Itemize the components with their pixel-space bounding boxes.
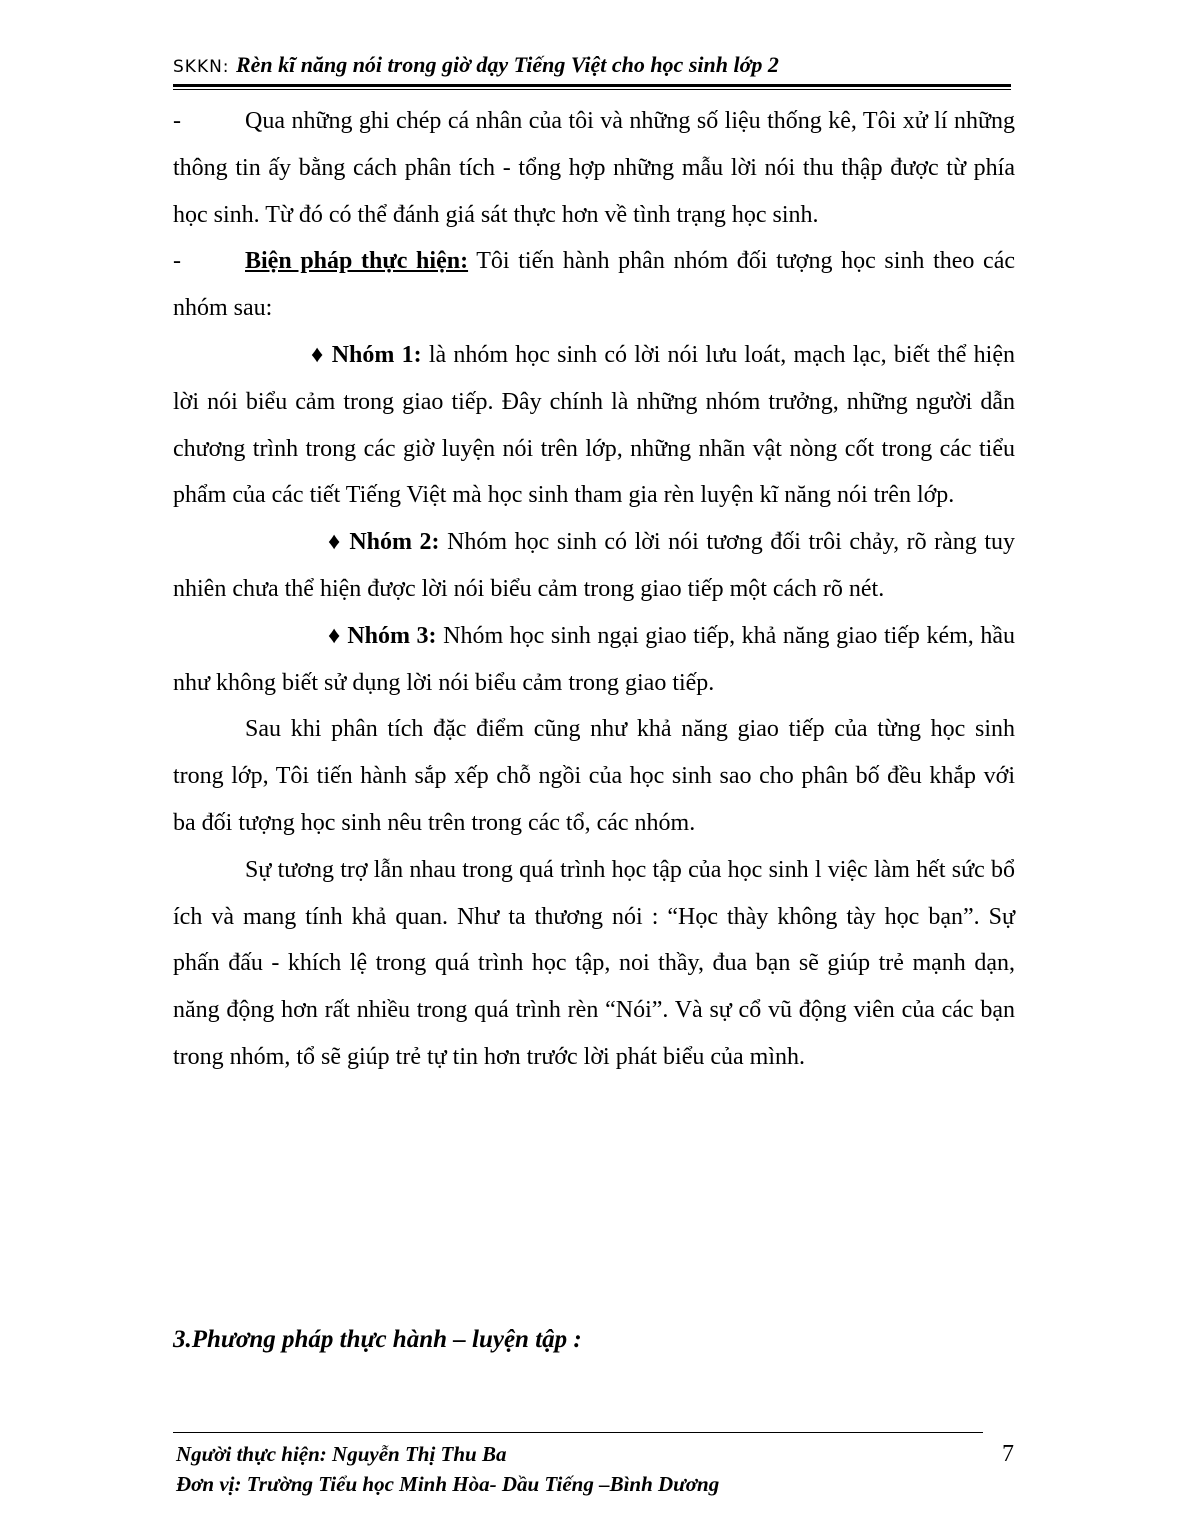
group-3-item bbox=[173, 613, 1015, 707]
paragraph-measures bbox=[173, 238, 1015, 332]
group-3-label: ♦ Nhóm 3: bbox=[328, 622, 437, 649]
document-body bbox=[173, 98, 1015, 1081]
group-2-item bbox=[173, 519, 1015, 613]
group-1-text: là nhóm học sinh có lời nói lưu loát, mạch lạc, biết thể hiện lời nói biểu cảm trong giao tiếp. Đây chính là những nhóm trưởng, những người dẫn chương trình trong các giờ luyện nói trên lớp, những nhãn vật nòng cốt trong các tiểu phẩm của các tiết Tiếng Việt mà học sinh tham gia rèn luyện kĩ năng nói trên lớp. bbox=[173, 341, 1015, 509]
paragraph-seating: Sau khi phân tích đặc điểm cũng như khả năng giao tiếp của từng học sinh trong lớp, Tôi tiến hành sắp xếp chỗ ngồi của học sinh sao cho phân bố đều khắp với ba đối tượng học sinh nêu trên trong các tổ, các nhóm. bbox=[173, 716, 1015, 836]
group-2-label: ♦ Nhóm 2: bbox=[328, 529, 440, 556]
page-header bbox=[173, 50, 993, 82]
measures-label: Biện pháp thực hiện: bbox=[245, 248, 469, 275]
group-3-text: Nhóm học sinh ngại giao tiếp, khả năng giao tiếp kém, hầu như không biết sử dụng lời nói biểu cảm trong giao tiếp. bbox=[173, 622, 1015, 696]
group-1-item bbox=[173, 332, 1015, 519]
list-dash: - bbox=[173, 108, 181, 134]
section-heading: 3.Phương pháp thực hành – luyện tập : bbox=[173, 1326, 582, 1353]
header-double-rule bbox=[173, 84, 1011, 90]
list-dash: - bbox=[173, 248, 181, 275]
header-prefix: SKKN: bbox=[173, 57, 236, 77]
footer-rule bbox=[173, 1432, 983, 1433]
footer-author: Người thực hiện: Nguyễn Thị Thu Ba bbox=[176, 1442, 507, 1466]
paragraph-peer-support: Sự tương trợ lẫn nhau trong quá trình học tập của học sinh l việc làm hết sức bổ ích và mang tính khả quan. Như ta thương nói : “Học thày không tày học bạn”. Sự phấn đấu - khích lệ trong quá trình học tập, noi thầy, đua bạn sẽ giúp trẻ mạnh dạn, năng động hơn rất nhiều trong quá trình rèn “Nói”. Và sự cổ vũ động viên của các bạn trong nhóm, tổ sẽ giúp trẻ tự tin hơn trước lời phát biểu của mình. bbox=[173, 856, 1015, 1070]
footer-unit: Đơn vị: Trường Tiểu học Minh Hòa- Dầu Tiếng –Bình Dương bbox=[176, 1472, 720, 1496]
paragraph-text: Qua những ghi chép cá nhân của tôi và những số liệu thống kê, Tôi xử lí những thông tin ấy bằng cách phân tích - tổng hợp những mẫu lời nói thu thập được từ phía học sinh. Từ đó có thể đánh giá sát thực hơn về tình trạng học sinh. bbox=[173, 108, 1015, 228]
group-2-text: Nhóm học sinh có lời nói tương đối trôi chảy, rõ ràng tuy nhiên chưa thể hiện được lời nói biểu cảm trong giao tiếp một cách rõ nét. bbox=[173, 529, 1016, 602]
group-1-label: ♦ Nhóm 1: bbox=[311, 341, 422, 368]
paragraph-data-processing bbox=[173, 98, 1015, 238]
paragraph-text: Tôi tiến hành phân nhóm đối tượng học sinh theo các nhóm sau: bbox=[173, 248, 1015, 322]
page-number: 7 bbox=[1002, 1441, 1014, 1467]
header-title: Rèn kĩ năng nói trong giờ dạy Tiếng Việt cho học sinh lớp 2 bbox=[235, 52, 779, 77]
